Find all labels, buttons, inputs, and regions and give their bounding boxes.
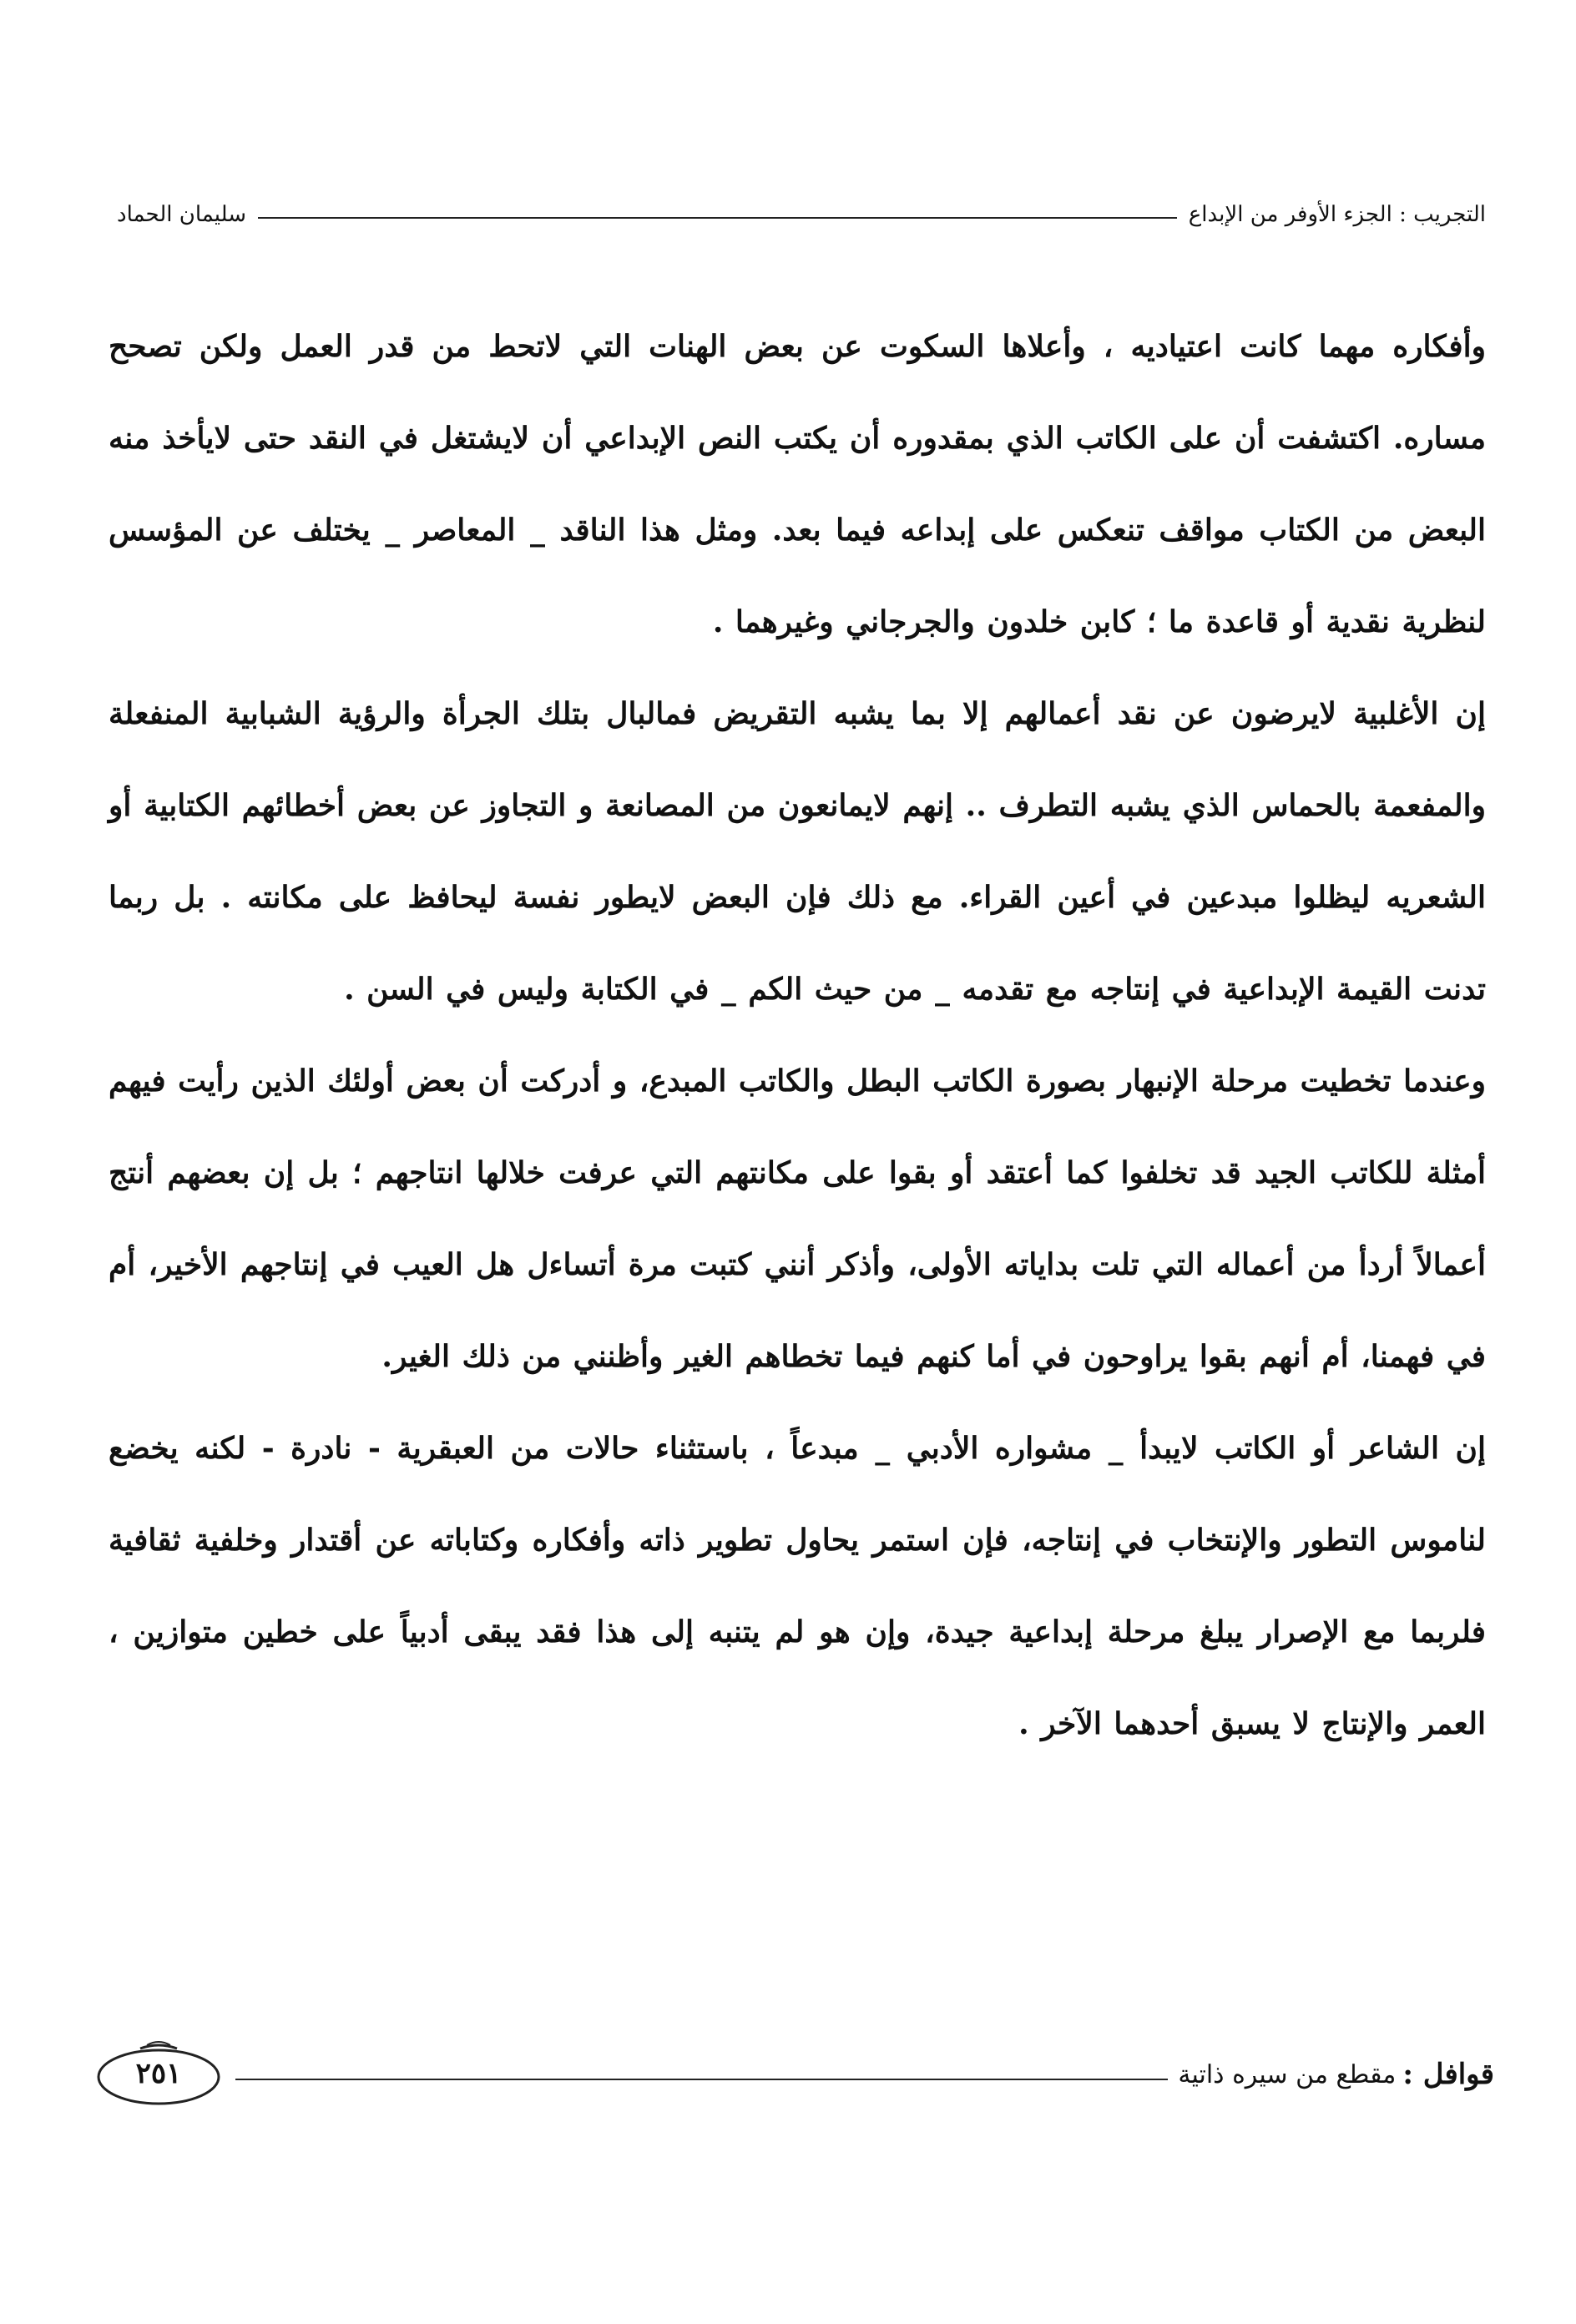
running-footer [92,2028,1494,2120]
book-subtitle: مقطع من سيره ذاتية [1178,2059,1397,2089]
paragraph: وعندما تخطيت مرحلة الإنبهار بصورة الكاتب البطل والكاتب المبدع، و أدركت أن بعض أولئك الذين رأيت فيهم أمثلة للكاتب الجيد قد تخلفوا كما أعتقد أو بقوا على مكانتهم التي عرفت خلالها انتاجهم ؛ بل إن بعضهم أنتج أعمالاً أردأ من أعماله التي تلت بداياته الأولى، وأذكر أنني كتبت مرة أتساءل هل العيب في إنتاجهم الأخير، أم في فهمنا، أم أنهم بقوا يراوحون في أما كنهم فيما تخطاهم الغير وأظنني من ذلك الغير. [109,1063,1486,1374]
book-title: قوافل : [1402,2058,1494,2091]
paragraph: إن الأغلبية لايرضون عن نقد أعمالهم إلا بما يشبه التقريض فمالبال بتلك الجرأة والرؤية الشبابية المنفعلة والمفعمة بالحماس الذي يشبه التطرف .. إنهم لايمانعون من المصانعة و التجاوز عن بعض أخطائهم الكتابية أو الشعريه ليظلوا مبدعين في أعين القراء. مع ذلك فإن البعض لايطور نفسة ليحافظ على مكانته . بل ربما تدنت القيمة الإبداعية في إنتاجه مع تقدمه _ من حيث الكم _ في الكتابة وليس في السن . [109,696,1486,1007]
page-number-ornament [92,2037,225,2112]
body-text [109,301,1486,1770]
header-rule [258,217,1177,219]
page-number: ٢٥١ [135,2057,182,2090]
author-name: سليمان الحماد [117,202,247,227]
footer-rule [235,2079,1168,2080]
running-header [117,194,1486,235]
paragraph: إن الشاعر أو الكاتب لايبدأ _ مشواره الأدبي _ مبدعاً ، باستثناء حالات من العبقرية - نادرة - لكنه يخضع لناموس التطور والإنتخاب في إنتاجه، فإن استمر يحاول تطوير ذاته وأفكاره وكتاباته عن أقتدار وخلفية ثقافية فلربما مع الإصرار يبلغ مرحلة إبداعية جيدة، وإن هو لم يتنبه إلى هذا فقد يبقى أدبياً على خطين متوازين ، العمر والإنتاج لا يسبق أحدهما الآخر . [109,1431,1486,1741]
chapter-title: التجريب : الجزء الأوفر من الإبداع [1188,202,1486,227]
paragraph: وأفكاره مهما كانت اعتياديه ، وأعلاها السكوت عن بعض الهنات التي لاتحط من قدر العمل ولكن تصحح مساره. اكتشفت أن على الكاتب الذي بمقدوره أن يكتب النص الإبداعي أن لايشتغل في النقد حتى لايأخذ منه البعض من الكتاب مواقف تنعكس على إبداعه فيما بعد. ومثل هذا الناقد _ المعاصر _ يختلف عن المؤسس لنظرية نقدية أو قاعدة ما ؛ كابن خلدون والجرجاني وغيرهما . [109,329,1486,639]
